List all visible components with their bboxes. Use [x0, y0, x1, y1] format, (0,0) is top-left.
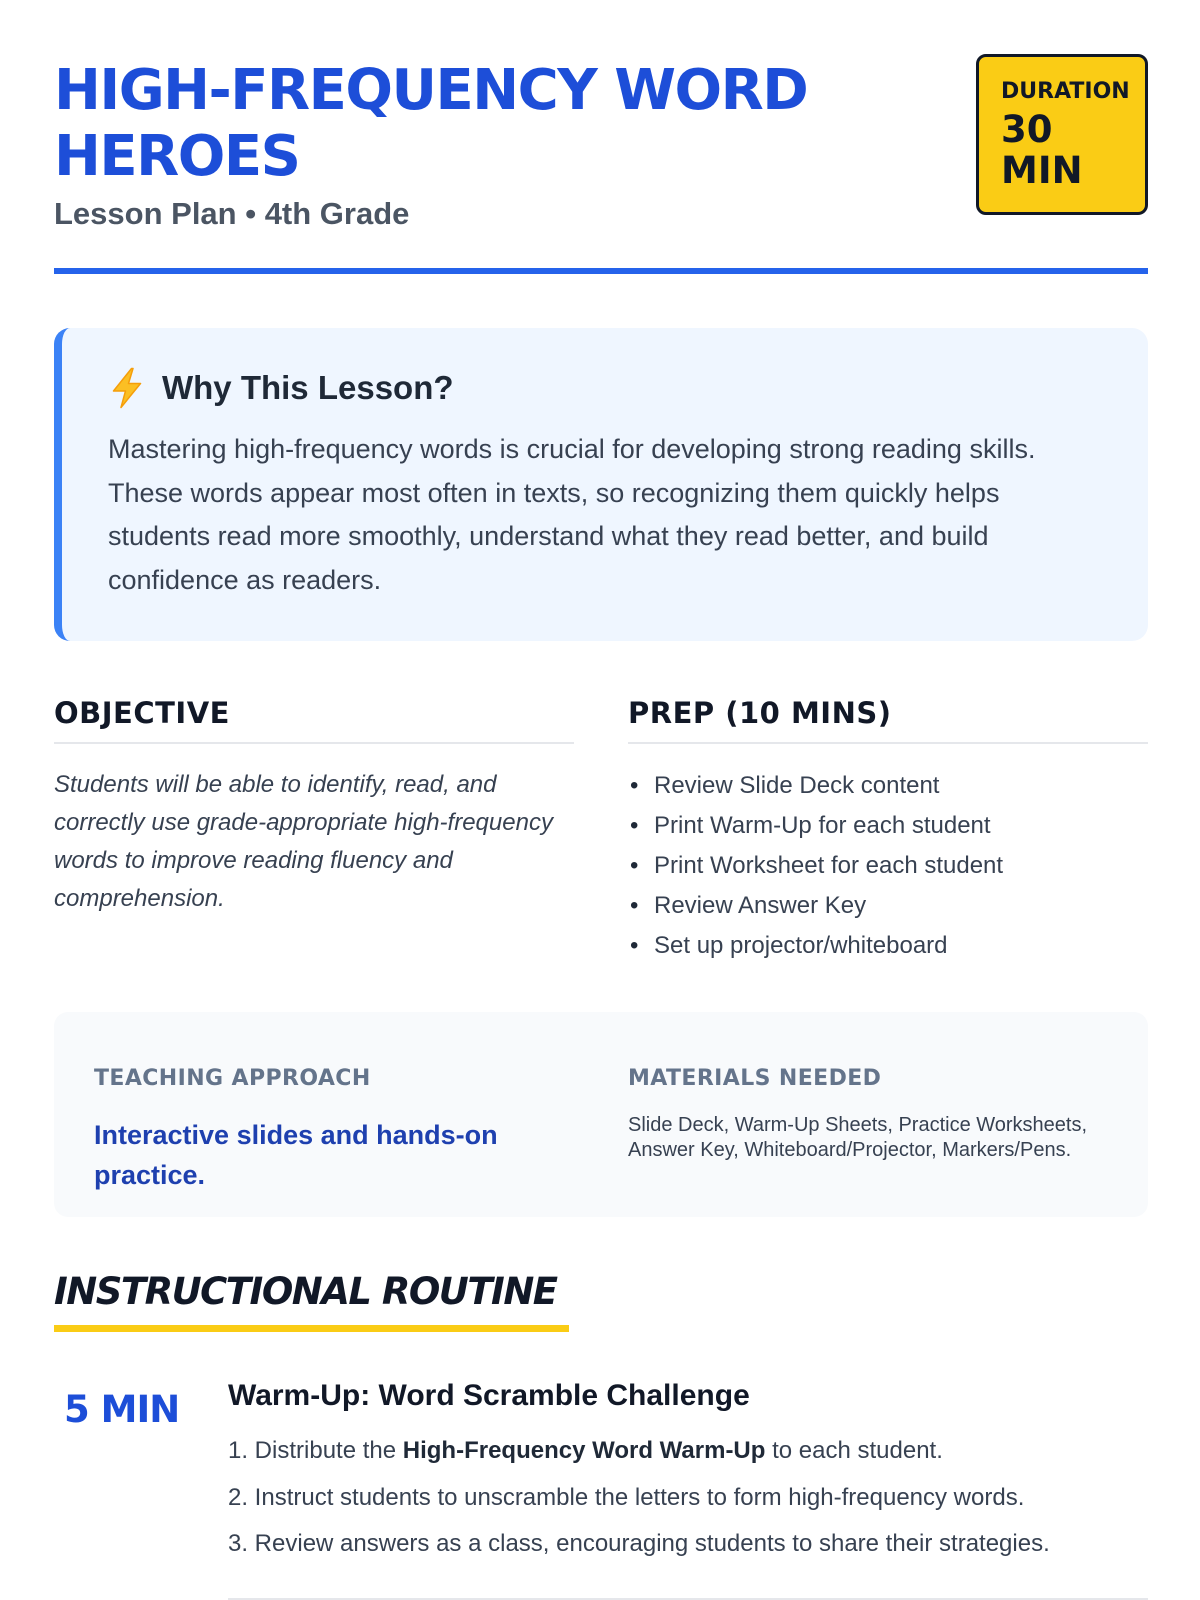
step-item-text: 1. Distribute the — [228, 1437, 403, 1464]
prep-item: • Print Warm-Up for each student — [628, 806, 1148, 846]
why-this-lesson-callout — [54, 328, 1148, 641]
why-title: Why This Lesson? — [162, 369, 454, 406]
why-text: Mastering high-frequency words is crucial for developing strong reading skills. These words appear most often in texts, so recognizing them quickly helps students read more smoothly, understand what they read better, and build confidence as readers. — [108, 434, 1036, 595]
step-list — [228, 1428, 1148, 1568]
prep-list — [628, 766, 1148, 966]
routine-title: INSTRUCTIONAL ROUTINE — [54, 1270, 557, 1313]
step-item — [228, 1521, 1148, 1568]
prep-section — [628, 696, 1148, 966]
step-title: Warm-Up: Word Scramble Challenge — [228, 1379, 750, 1412]
step-item-text: to each student. — [765, 1437, 943, 1464]
step-time: 5 MIN — [64, 1388, 180, 1431]
header-divider — [54, 268, 1148, 274]
step-body — [228, 1378, 1148, 1568]
duration-label: DURATION — [1001, 79, 1130, 104]
header — [54, 54, 1148, 272]
step-item — [228, 1428, 1148, 1475]
step-item-bold: High-Frequency Word Warm-Up — [402, 1437, 766, 1464]
materials-needed — [628, 1066, 1108, 1163]
duration-badge — [976, 54, 1148, 215]
objective-text: Students will be able to identify, read, and correctly use grade-appropriate high-frequency words to improve reading fluency and comprehension. — [54, 771, 553, 912]
routine-underline — [54, 1325, 569, 1332]
page-subtitle: Lesson Plan • 4th Grade — [54, 196, 410, 231]
objective-title: OBJECTIVE — [54, 696, 574, 744]
prep-item: • Review Slide Deck content — [628, 766, 1148, 806]
lightning-bolt-icon — [108, 367, 146, 409]
approach-text: Interactive slides and hands-on practice. — [94, 1120, 498, 1190]
prep-item: • Set up projector/whiteboard — [628, 926, 1148, 966]
teaching-approach — [94, 1066, 554, 1195]
step-item-text: 2. Instruct students to unscramble the letters to form high-frequency words. — [228, 1483, 1025, 1511]
objective-section — [54, 696, 574, 918]
step-item-text: 3. Review answers as a class, encouraging students to share their strategies. — [228, 1530, 1050, 1557]
why-heading-row — [108, 364, 1108, 412]
materials-label: MATERIALS NEEDED — [628, 1066, 882, 1091]
prep-item: • Review Answer Key — [628, 886, 1148, 926]
page-title: HIGH-FREQUENCY WORD HEROES — [54, 58, 808, 189]
materials-text: Slide Deck, Warm-Up Sheets, Practice Worksheets, Answer Key, Whiteboard/Projector, Markers/Pens. — [628, 1114, 1088, 1161]
duration-value: 30 MIN — [1001, 108, 1083, 192]
prep-item: • Print Worksheet for each student — [628, 846, 1148, 886]
prep-title: PREP (10 MINS) — [628, 696, 1148, 744]
approach-label: TEACHING APPROACH — [94, 1066, 371, 1091]
step-item — [228, 1475, 1148, 1522]
approach-materials-card — [54, 1012, 1148, 1217]
